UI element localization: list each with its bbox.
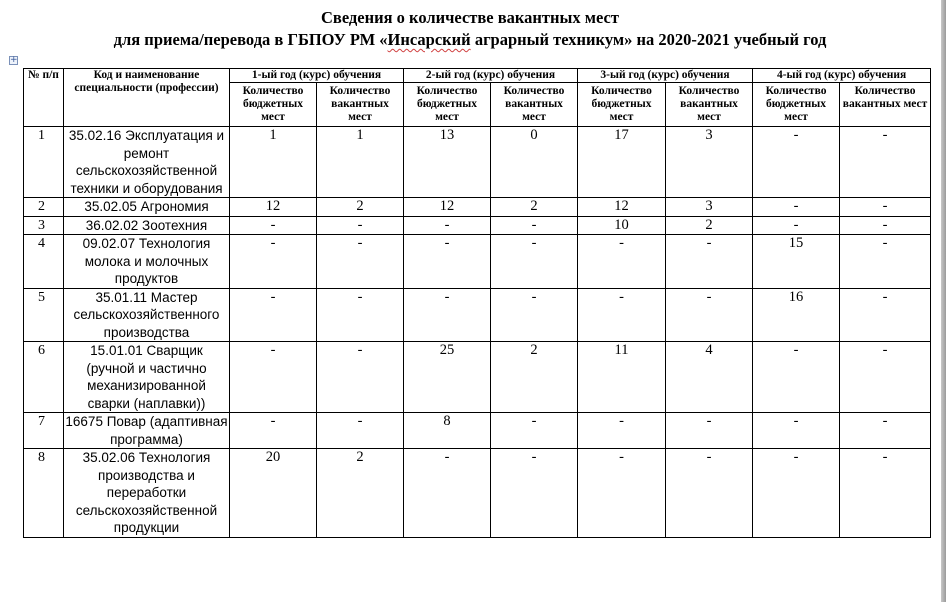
specialty-name: 35.02.05 Агрономия [64,198,230,217]
vacant-places-cell: - [840,216,931,235]
vacant-places-cell: - [840,127,931,198]
header-budget: Количество бюджетных мест [753,83,840,127]
vacant-places-cell: - [840,413,931,449]
budget-places-cell: - [753,449,840,538]
budget-places-cell: - [404,449,491,538]
row-number: 5 [24,288,64,342]
budget-places-cell: 17 [578,127,666,198]
header-year-3: 3-ый год (курс) обучения [578,69,753,83]
budget-places-cell: - [404,216,491,235]
budget-places-cell: - [753,127,840,198]
vacancies-table [23,68,931,538]
vacant-places-cell: - [317,216,404,235]
vacant-places-cell: - [666,449,753,538]
row-number: 3 [24,216,64,235]
budget-places-cell: 12 [404,198,491,217]
vacant-places-cell: - [491,235,578,289]
vacant-places-cell: - [491,449,578,538]
title-line2-start: для приема/перевода в ГБПОУ РМ « [113,30,388,49]
vacant-places-cell: - [317,235,404,289]
row-number: 4 [24,235,64,289]
vacant-places-cell: 2 [666,216,753,235]
vacant-places-cell: - [840,342,931,413]
budget-places-cell: - [753,198,840,217]
budget-places-cell: - [578,235,666,289]
header-year-4: 4-ый год (курс) обучения [753,69,931,83]
budget-places-cell: - [578,288,666,342]
row-number: 8 [24,449,64,538]
header-vacant: Количество вакантных мест [317,83,404,127]
vacant-places-cell: - [491,413,578,449]
budget-places-cell: 10 [578,216,666,235]
specialty-name: 35.02.06 Технология производства и переработки сельскохозяйственной продукции [64,449,230,538]
vacant-places-cell: - [840,449,931,538]
row-number: 1 [24,127,64,198]
header-row-years [24,69,931,83]
document-title-line2 [0,30,940,50]
budget-places-cell: - [578,449,666,538]
budget-places-cell: 16 [753,288,840,342]
vacant-places-cell: 3 [666,127,753,198]
budget-places-cell: - [404,235,491,289]
budget-places-cell: - [230,216,317,235]
specialty-name: 15.01.01 Сварщик (ручной и частично механизированной сварки (наплавки)) [64,342,230,413]
budget-places-cell: 12 [578,198,666,217]
table-row [24,235,931,289]
vacant-places-cell: 3 [666,198,753,217]
header-vacant: Количество вакантных мест [491,83,578,127]
header-year-1: 1-ый год (курс) обучения [230,69,404,83]
vacant-places-cell: 0 [491,127,578,198]
vacant-places-cell: 2 [491,342,578,413]
title-line2-end: аграрный техникум» на 2020-2021 учебный год [470,30,827,49]
vacant-places-cell: - [491,288,578,342]
budget-places-cell: - [230,342,317,413]
budget-places-cell: - [753,342,840,413]
header-budget: Количество бюджетных мест [578,83,666,127]
row-number: 2 [24,198,64,217]
vacant-places-cell: 1 [317,127,404,198]
specialty-name: 35.01.11 Мастер сельскохозяйственного производства [64,288,230,342]
document-title-line1: Сведения о количестве вакантных мест [321,8,619,27]
table-row [24,342,931,413]
header-budget: Количество бюджетных мест [230,83,317,127]
budget-places-cell: 20 [230,449,317,538]
budget-places-cell: - [230,235,317,289]
vacant-places-cell: - [317,413,404,449]
page-edge-shadow [941,0,946,602]
vacant-places-cell: - [666,413,753,449]
budget-places-cell: 8 [404,413,491,449]
budget-places-cell: - [753,413,840,449]
vacant-places-cell: - [317,342,404,413]
vacant-places-cell: - [317,288,404,342]
header-vacant: Количество вакантных мест [666,83,753,127]
vacant-places-cell: 2 [317,449,404,538]
title-spellcheck-word: Инсарский [387,30,471,49]
budget-places-cell: - [230,413,317,449]
header-specialty: Код и наименование специальности (профессии) [64,69,230,127]
table-row [24,127,931,198]
table-move-handle-icon[interactable]: + [10,55,18,65]
header-num: № п/п [24,69,64,127]
row-number: 6 [24,342,64,413]
budget-places-cell: 12 [230,198,317,217]
budget-places-cell: - [404,288,491,342]
vacant-places-cell: 2 [491,198,578,217]
specialty-name: 35.02.16 Эксплуатация и ремонт сельскохозяйственной техники и оборудования [64,127,230,198]
specialty-name: 09.02.07 Технология молока и молочных продуктов [64,235,230,289]
vacant-places-cell: - [840,288,931,342]
specialty-name: 36.02.02 Зоотехния [64,216,230,235]
budget-places-cell: - [578,413,666,449]
header-year-2: 2-ый год (курс) обучения [404,69,578,83]
row-number: 7 [24,413,64,449]
specialty-name: 16675 Повар (адаптивная программа) [65,414,228,447]
header-budget: Количество бюджетных мест [404,83,491,127]
budget-places-cell: 11 [578,342,666,413]
vacant-places-cell: - [840,198,931,217]
vacant-places-cell: - [666,288,753,342]
budget-places-cell: 13 [404,127,491,198]
table-row [24,413,931,449]
budget-places-cell: 15 [753,235,840,289]
vacant-places-cell: 4 [666,342,753,413]
table-row [24,216,931,235]
vacant-places-cell: - [840,235,931,289]
vacant-places-cell: - [666,235,753,289]
vacant-places-cell: - [491,216,578,235]
vacant-places-cell: 2 [317,198,404,217]
table-row [24,449,931,538]
table-row [24,198,931,217]
budget-places-cell: 25 [404,342,491,413]
header-vacant: Количество вакантных мест [840,83,931,127]
budget-places-cell: - [230,288,317,342]
budget-places-cell: 1 [230,127,317,198]
budget-places-cell: - [753,216,840,235]
table-row [24,288,931,342]
